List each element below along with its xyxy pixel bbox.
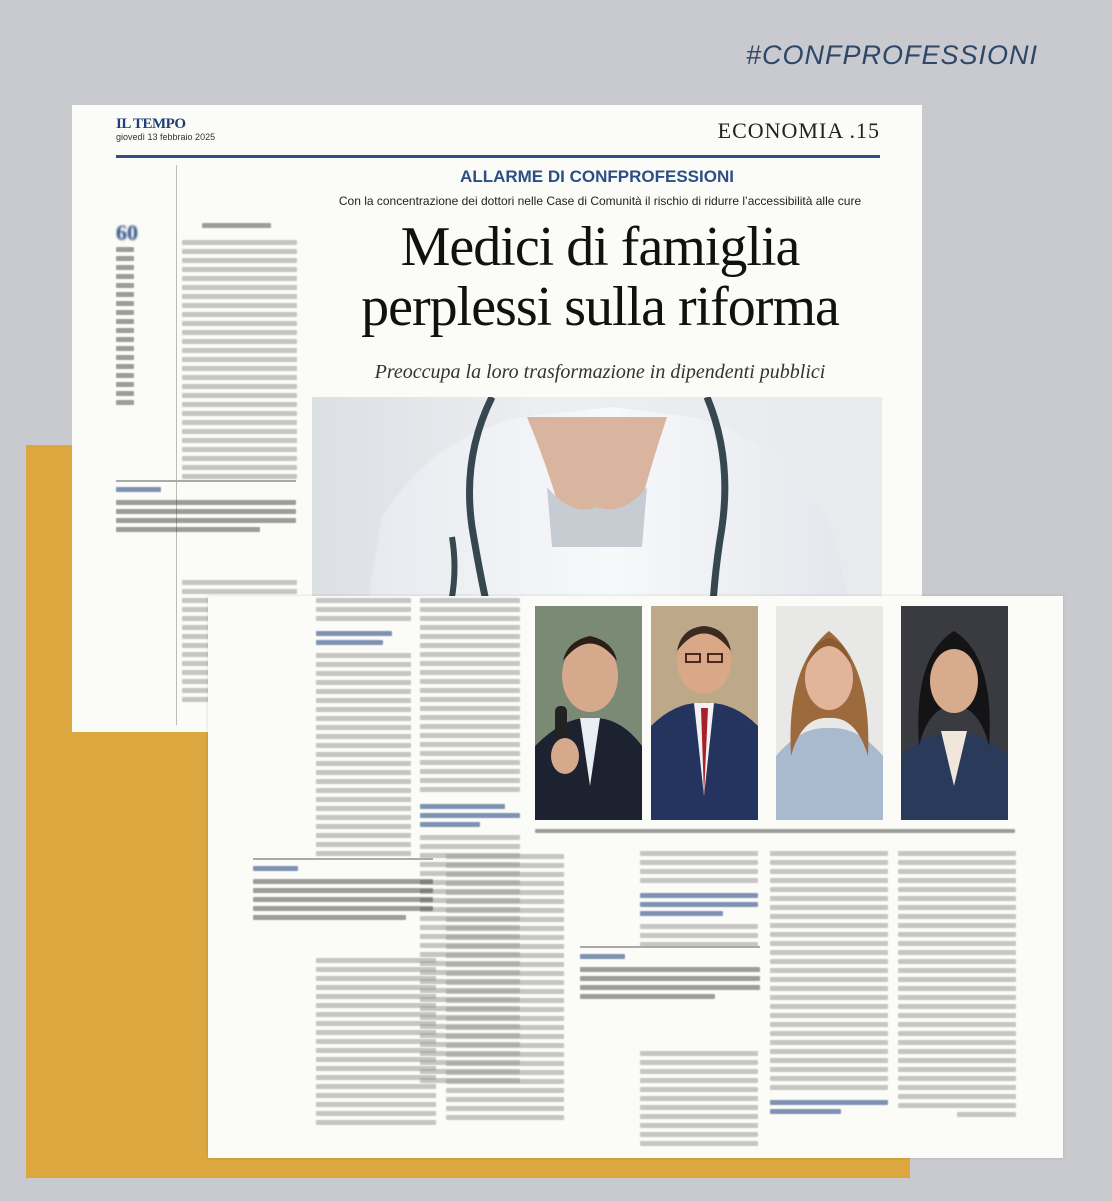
- article-column-8: [898, 851, 1016, 1121]
- column-divider: [176, 165, 177, 725]
- article-headline: [300, 217, 900, 337]
- article-deck: Preoccupa la loro trasformazione in dipendenti pubblici: [374, 361, 826, 383]
- article-column-6b: [640, 1051, 758, 1150]
- headline-line-1: Medici di famiglia: [400, 216, 800, 278]
- pull-quote-2: [253, 866, 433, 924]
- article-column-7: [770, 851, 888, 1118]
- photo-caption: [535, 829, 1015, 837]
- pull-quote: [116, 487, 296, 536]
- header-rule: [116, 155, 880, 158]
- article-kicker: ALLARME DI CONFPROFESSIONI: [460, 167, 734, 186]
- article-column-6: [640, 851, 758, 951]
- portrait-photo-4: [901, 606, 1008, 820]
- article-column-2: [316, 598, 411, 860]
- article-column-4: [316, 958, 436, 1129]
- headline-line-2: perplessi sulla riforma: [361, 276, 839, 338]
- sidebar-blurb: [116, 247, 134, 409]
- article-column-1: [182, 223, 297, 483]
- article-column-5: [446, 854, 564, 1124]
- newspaper-date: giovedì 13 febbraio 2025: [116, 132, 216, 142]
- article-subkicker: Con la concentrazione dei dottori nelle Case di Comunità il rischio di ridurre l’accessibilità alle cure: [338, 194, 862, 208]
- portrait-photo-2: [651, 606, 758, 820]
- hashtag: #CONFPROFESSIONI: [745, 40, 1038, 70]
- portrait-photo-3: [776, 606, 883, 820]
- newspaper-page-bottom: [208, 596, 1063, 1158]
- sidebar-number: 60: [116, 220, 138, 245]
- section-title: ECONOMIA .15: [717, 118, 880, 143]
- pull-quote-3: [580, 954, 760, 1003]
- newspaper-logo: IL TEMPO: [116, 116, 186, 132]
- portrait-photo-1: [535, 606, 642, 820]
